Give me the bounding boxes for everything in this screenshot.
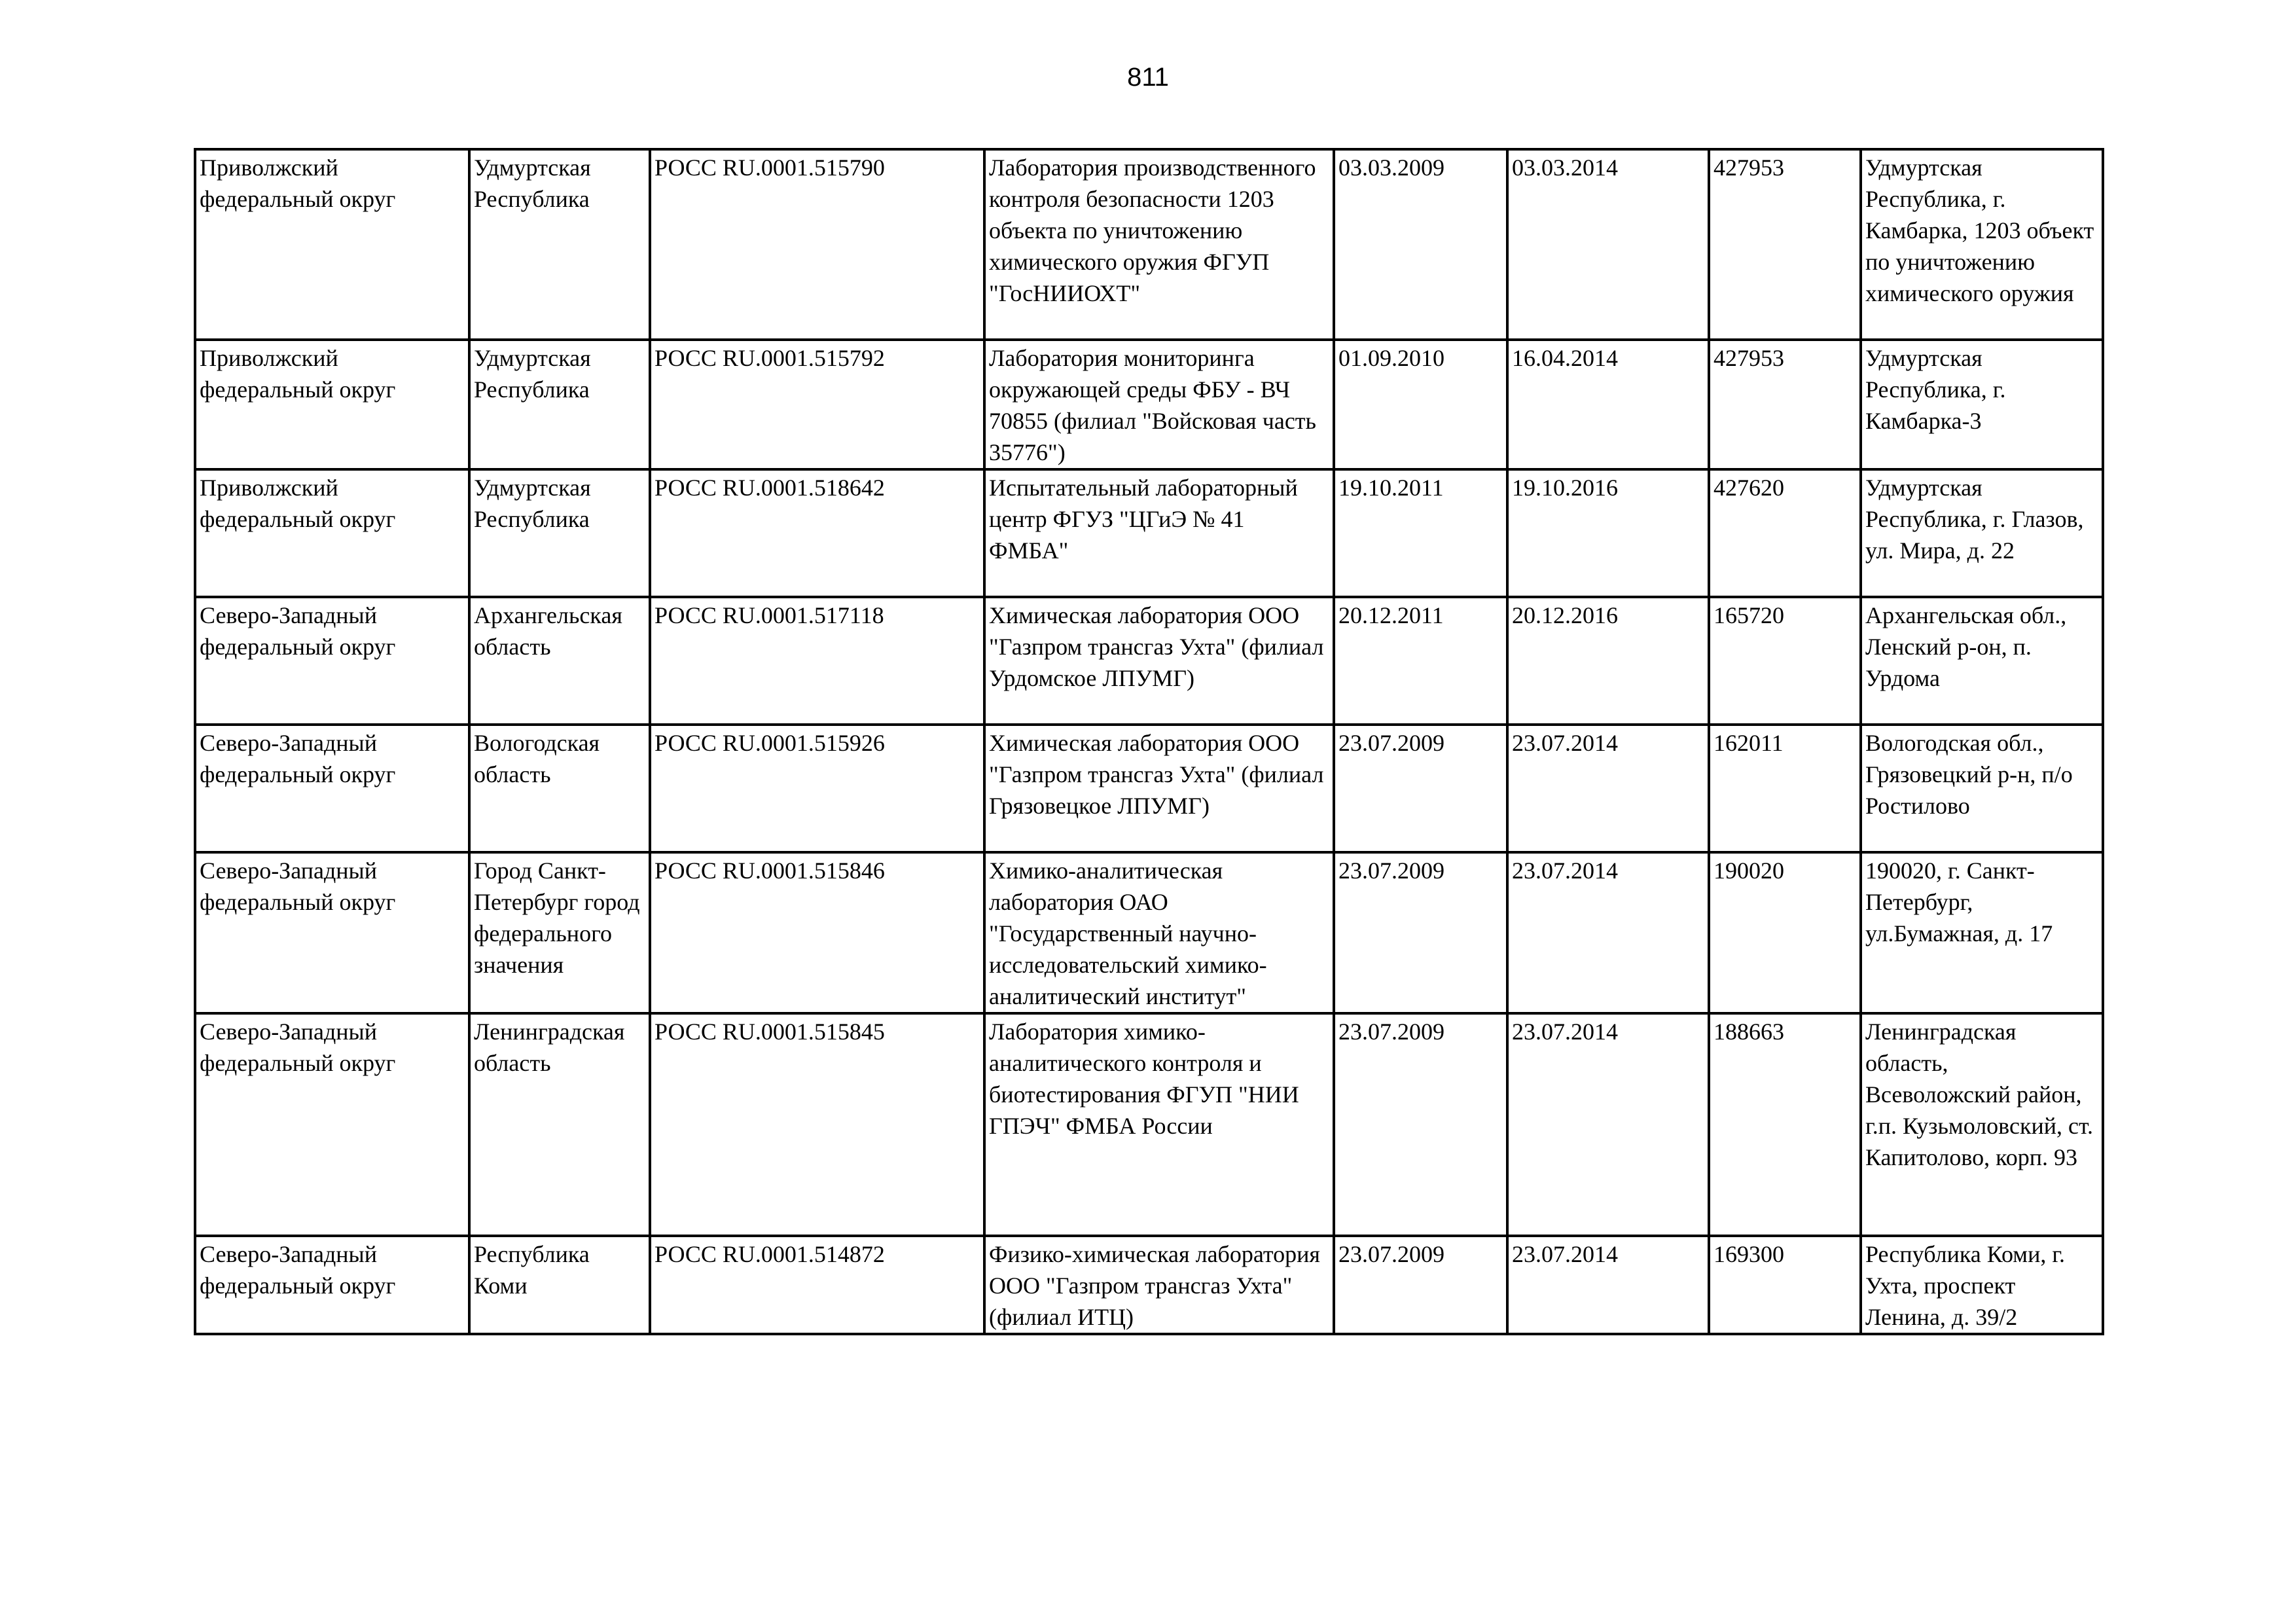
date-to-cell: 03.03.2014 — [1507, 149, 1709, 340]
district-cell: Северо-Западный федеральный округ — [195, 725, 469, 852]
address-cell: Архангельская обл., Ленский р-он, п. Урдома — [1861, 597, 2103, 725]
certificate-cell: РОСС RU.0001.515846 — [650, 852, 984, 1013]
region-cell: Вологодская область — [469, 725, 650, 852]
laboratory-registry-table — [194, 148, 2104, 1335]
certificate-cell: РОСС RU.0001.515790 — [650, 149, 984, 340]
postal-index-cell: 427953 — [1709, 149, 1861, 340]
region-cell: Ленинградская область — [469, 1013, 650, 1236]
address-cell: Удмуртская Республика, г. Камбарка, 1203 объект по уничтожению химического оружия — [1861, 149, 2103, 340]
table-row — [195, 340, 2103, 469]
date-to-cell: 23.07.2014 — [1507, 1236, 1709, 1334]
table-row — [195, 1013, 2103, 1236]
table-row — [195, 1236, 2103, 1334]
laboratory-cell: Лаборатория химико-аналитического контроля и биотестирования ФГУП "НИИ ГПЭЧ" ФМБА России — [984, 1013, 1334, 1236]
region-cell: Удмуртская Республика — [469, 340, 650, 469]
table-row — [195, 725, 2103, 852]
certificate-cell: РОСС RU.0001.514872 — [650, 1236, 984, 1334]
district-cell: Северо-Западный федеральный округ — [195, 1013, 469, 1236]
date-from-cell: 20.12.2011 — [1334, 597, 1507, 725]
table-row — [195, 149, 2103, 340]
postal-index-cell: 169300 — [1709, 1236, 1861, 1334]
postal-index-cell: 165720 — [1709, 597, 1861, 725]
address-cell: 190020, г. Санкт-Петербург, ул.Бумажная, д. 17 — [1861, 852, 2103, 1013]
district-cell: Приволжский федеральный округ — [195, 149, 469, 340]
postal-index-cell: 427620 — [1709, 469, 1861, 597]
laboratory-cell: Химическая лаборатория ООО "Газпром трансгаз Ухта" (филиал Грязовецкое ЛПУМГ) — [984, 725, 1334, 852]
table-row — [195, 597, 2103, 725]
certificate-cell: РОСС RU.0001.515926 — [650, 725, 984, 852]
district-cell: Северо-Западный федеральный округ — [195, 852, 469, 1013]
date-from-cell: 03.03.2009 — [1334, 149, 1507, 340]
date-to-cell: 23.07.2014 — [1507, 1013, 1709, 1236]
postal-index-cell: 427953 — [1709, 340, 1861, 469]
region-cell: Архангельская область — [469, 597, 650, 725]
address-cell: Ленинградская область, Всеволожский район, г.п. Кузьмоловский, ст. Капитолово, корп. 93 — [1861, 1013, 2103, 1236]
date-from-cell: 23.07.2009 — [1334, 1236, 1507, 1334]
date-from-cell: 23.07.2009 — [1334, 725, 1507, 852]
certificate-cell: РОСС RU.0001.515792 — [650, 340, 984, 469]
address-cell: Удмуртская Республика, г. Камбарка-3 — [1861, 340, 2103, 469]
district-cell: Северо-Западный федеральный округ — [195, 597, 469, 725]
certificate-cell: РОСС RU.0001.515845 — [650, 1013, 984, 1236]
address-cell: Республика Коми, г. Ухта, проспект Ленина, д. 39/2 — [1861, 1236, 2103, 1334]
region-cell: Республика Коми — [469, 1236, 650, 1334]
laboratory-cell: Химико-аналитическая лаборатория ОАО "Государственный научно-исследовательский химико-аналитический институт" — [984, 852, 1334, 1013]
date-to-cell: 23.07.2014 — [1507, 852, 1709, 1013]
laboratory-cell: Химическая лаборатория ООО "Газпром трансгаз Ухта" (филиал Урдомское ЛПУМГ) — [984, 597, 1334, 725]
date-to-cell: 20.12.2016 — [1507, 597, 1709, 725]
laboratory-cell: Физико-химическая лаборатория ООО "Газпром трансгаз Ухта" (филиал ИТЦ) — [984, 1236, 1334, 1334]
address-cell: Удмуртская Республика, г. Глазов, ул. Мира, д. 22 — [1861, 469, 2103, 597]
region-cell: Удмуртская Республика — [469, 469, 650, 597]
address-cell: Вологодская обл., Грязовецкий р-н, п/о Ростилово — [1861, 725, 2103, 852]
postal-index-cell: 162011 — [1709, 725, 1861, 852]
district-cell: Северо-Западный федеральный округ — [195, 1236, 469, 1334]
laboratory-cell: Лаборатория производственного контроля безопасности 1203 объекта по уничтожению химического оружия ФГУП "ГосНИИОХТ" — [984, 149, 1334, 340]
table-row — [195, 852, 2103, 1013]
date-to-cell: 16.04.2014 — [1507, 340, 1709, 469]
date-from-cell: 23.07.2009 — [1334, 852, 1507, 1013]
postal-index-cell: 188663 — [1709, 1013, 1861, 1236]
certificate-cell: РОСС RU.0001.518642 — [650, 469, 984, 597]
page-number: 811 — [1127, 63, 1169, 92]
date-from-cell: 19.10.2011 — [1334, 469, 1507, 597]
date-to-cell: 23.07.2014 — [1507, 725, 1709, 852]
laboratory-cell: Испытательный лабораторный центр ФГУЗ "ЦГиЭ № 41 ФМБА" — [984, 469, 1334, 597]
date-from-cell: 23.07.2009 — [1334, 1013, 1507, 1236]
date-from-cell: 01.09.2010 — [1334, 340, 1507, 469]
postal-index-cell: 190020 — [1709, 852, 1861, 1013]
certificate-cell: РОСС RU.0001.517118 — [650, 597, 984, 725]
district-cell: Приволжский федеральный округ — [195, 340, 469, 469]
date-to-cell: 19.10.2016 — [1507, 469, 1709, 597]
table-row — [195, 469, 2103, 597]
region-cell: Город Санкт-Петербург город федерального значения — [469, 852, 650, 1013]
district-cell: Приволжский федеральный округ — [195, 469, 469, 597]
laboratory-cell: Лаборатория мониторинга окружающей среды ФБУ - ВЧ 70855 (филиал "Войсковая часть 35776") — [984, 340, 1334, 469]
region-cell: Удмуртская Республика — [469, 149, 650, 340]
